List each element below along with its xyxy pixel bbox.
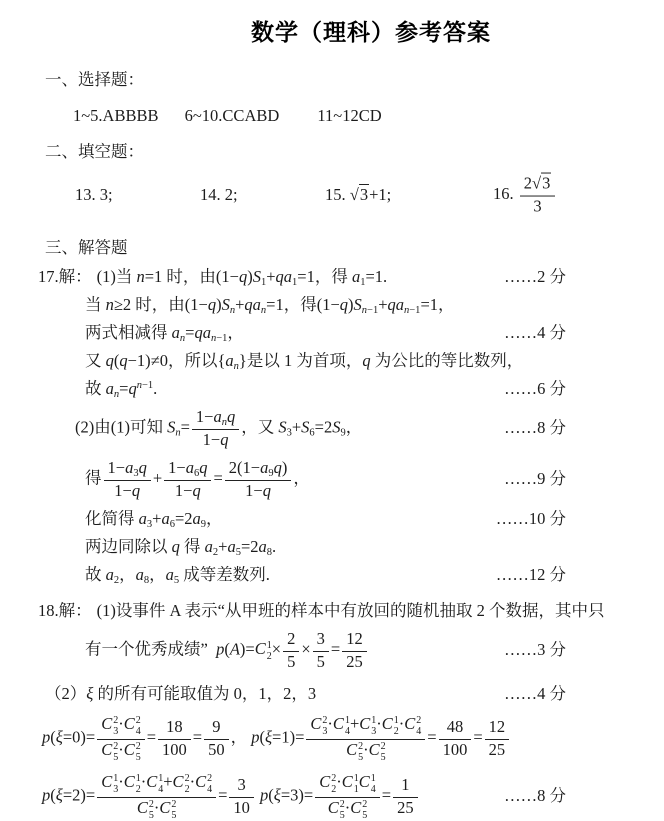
solution-line: 17.解： (1)当 n=1 时，由$(1-q)S_1+qa_1=1$，得 $a_1=1$. ……2 分 — [38, 267, 566, 288]
solution-line: 化简得 $a_3+a_6=2a_9$， ……10 分 — [85, 508, 566, 530]
blank-answer-14: 14. 2; — [200, 185, 238, 204]
section-heading-blanks: 二、填空题： — [45, 142, 144, 161]
score-mark: ……3 分 — [504, 640, 566, 660]
blank-answer-13: 13. 3; — [75, 185, 113, 204]
score-mark: ……4 分 — [504, 683, 566, 703]
solution-line: p(ξ=0)= C 2 3 ·C 2 4 C 2 5 ·C 2 5 = $\frac{18}{100}$ = $\frac{9}{50}$ ， p(ξ=1)= C 2 3 ·C 1 4 +C 1 3 ·C 1 2 ·C 2 4 C 2 5 ·C 2 5 = $\frac{48}{100}$ = $\frac{12}{25}$ — [0, 714, 664, 764]
solution-line: 当 n≥2 时，由$(1-q)S_n+qa_n=1$，得$(1-q)S_{n-1}+qa_{n-1}=1$， — [85, 295, 455, 316]
solution-line: （2）ξ 的所有可能取值为 0，1，2，3 ……4 分 — [45, 683, 566, 703]
choice-answers-1-5: 1~5.ABBBB — [73, 106, 159, 125]
solution-line: 两边同除以 q 得 $a_2+a_5=2a_8$. — [85, 536, 277, 558]
question-17-solution — [0, 267, 664, 585]
score-mark: ……10 分 — [495, 508, 566, 528]
choice-answers-row — [73, 105, 664, 127]
question-17-label: 17.解： — [38, 267, 92, 286]
choice-answers-11-12: 11~12CD — [317, 106, 382, 125]
question-18-label: 18.解： — [38, 600, 92, 620]
section-heading-choice: 一、选择题： — [45, 70, 144, 89]
score-mark: ……9 分 — [504, 469, 566, 489]
solution-line: 有一个优秀成绩” p(A)=C 1 2 × $\frac{2}{5}$ × $\frac{3}{5}$ = $\frac{12}{25}$ ……3 分 — [85, 628, 566, 671]
solution-line: 18.解： (1)设事件 A 表示“从甲班的样本中有放回的随机抽取 2 个数据，其中只 — [38, 600, 605, 620]
score-mark: ……2 分 — [504, 267, 566, 286]
solution-line: 故 $a_2$，$a_8$，$a_5$ 成等差数列. ……12 分 — [85, 564, 566, 586]
solution-line: 故 $a_n=q^{n-1}$. ……6 分 — [85, 379, 566, 400]
solution-line: 两式相减得 $a_n=qa_{n-1}$， ……4 分 — [85, 323, 566, 344]
question-18-solution — [0, 601, 664, 821]
choice-answers-6-10: 6~10.CCABD — [184, 106, 280, 125]
solution-line: p(ξ=2)= C 1 3 ·C 1 2 ·C 1 4 +C 2 2 ·C 2 4 C 2 5 ·C 2 5 = $\frac{3}{10}$ p(ξ=3)= C 2 2 ·C 1 1 C 1 4 C 2 5 ·C 2 5 = $\frac{1}{25}$ ……8 分 — [42, 771, 566, 821]
solution-line: 又 q(q−1)≠0，所以$\{a_n\}$是以 1 为首项，q 为公比的等比数列， — [85, 351, 524, 372]
score-mark: ……4 分 — [504, 323, 566, 342]
blank-answers-row — [0, 167, 664, 223]
score-mark: ……8 分 — [504, 786, 566, 806]
score-mark: ……6 分 — [504, 379, 566, 398]
section-heading-solutions: 三、解答题 — [45, 238, 128, 257]
blank-answer-15: 15. √3+1; — [325, 185, 392, 204]
page-title: 数学（理科）参考答案 — [251, 20, 491, 45]
score-mark: ……12 分 — [495, 564, 566, 584]
blank-answer-16: 16. $\frac{2√3}{3}$ — [493, 174, 557, 217]
solution-line: 得 $\frac{1-a_3q}{1-q}$ + $\frac{1-a_6q}{1-q}$ = $\frac{2(1-a_9q)}{1-q}$ ， ……9 分 — [85, 457, 566, 500]
solution-line: (2)由(1)可知 $S_n=$ $1-a_nq$ 1−q ，又 $S_3+S_6=2S_9$， ……8 分 — [75, 407, 566, 449]
score-mark: ……8 分 — [504, 418, 566, 438]
